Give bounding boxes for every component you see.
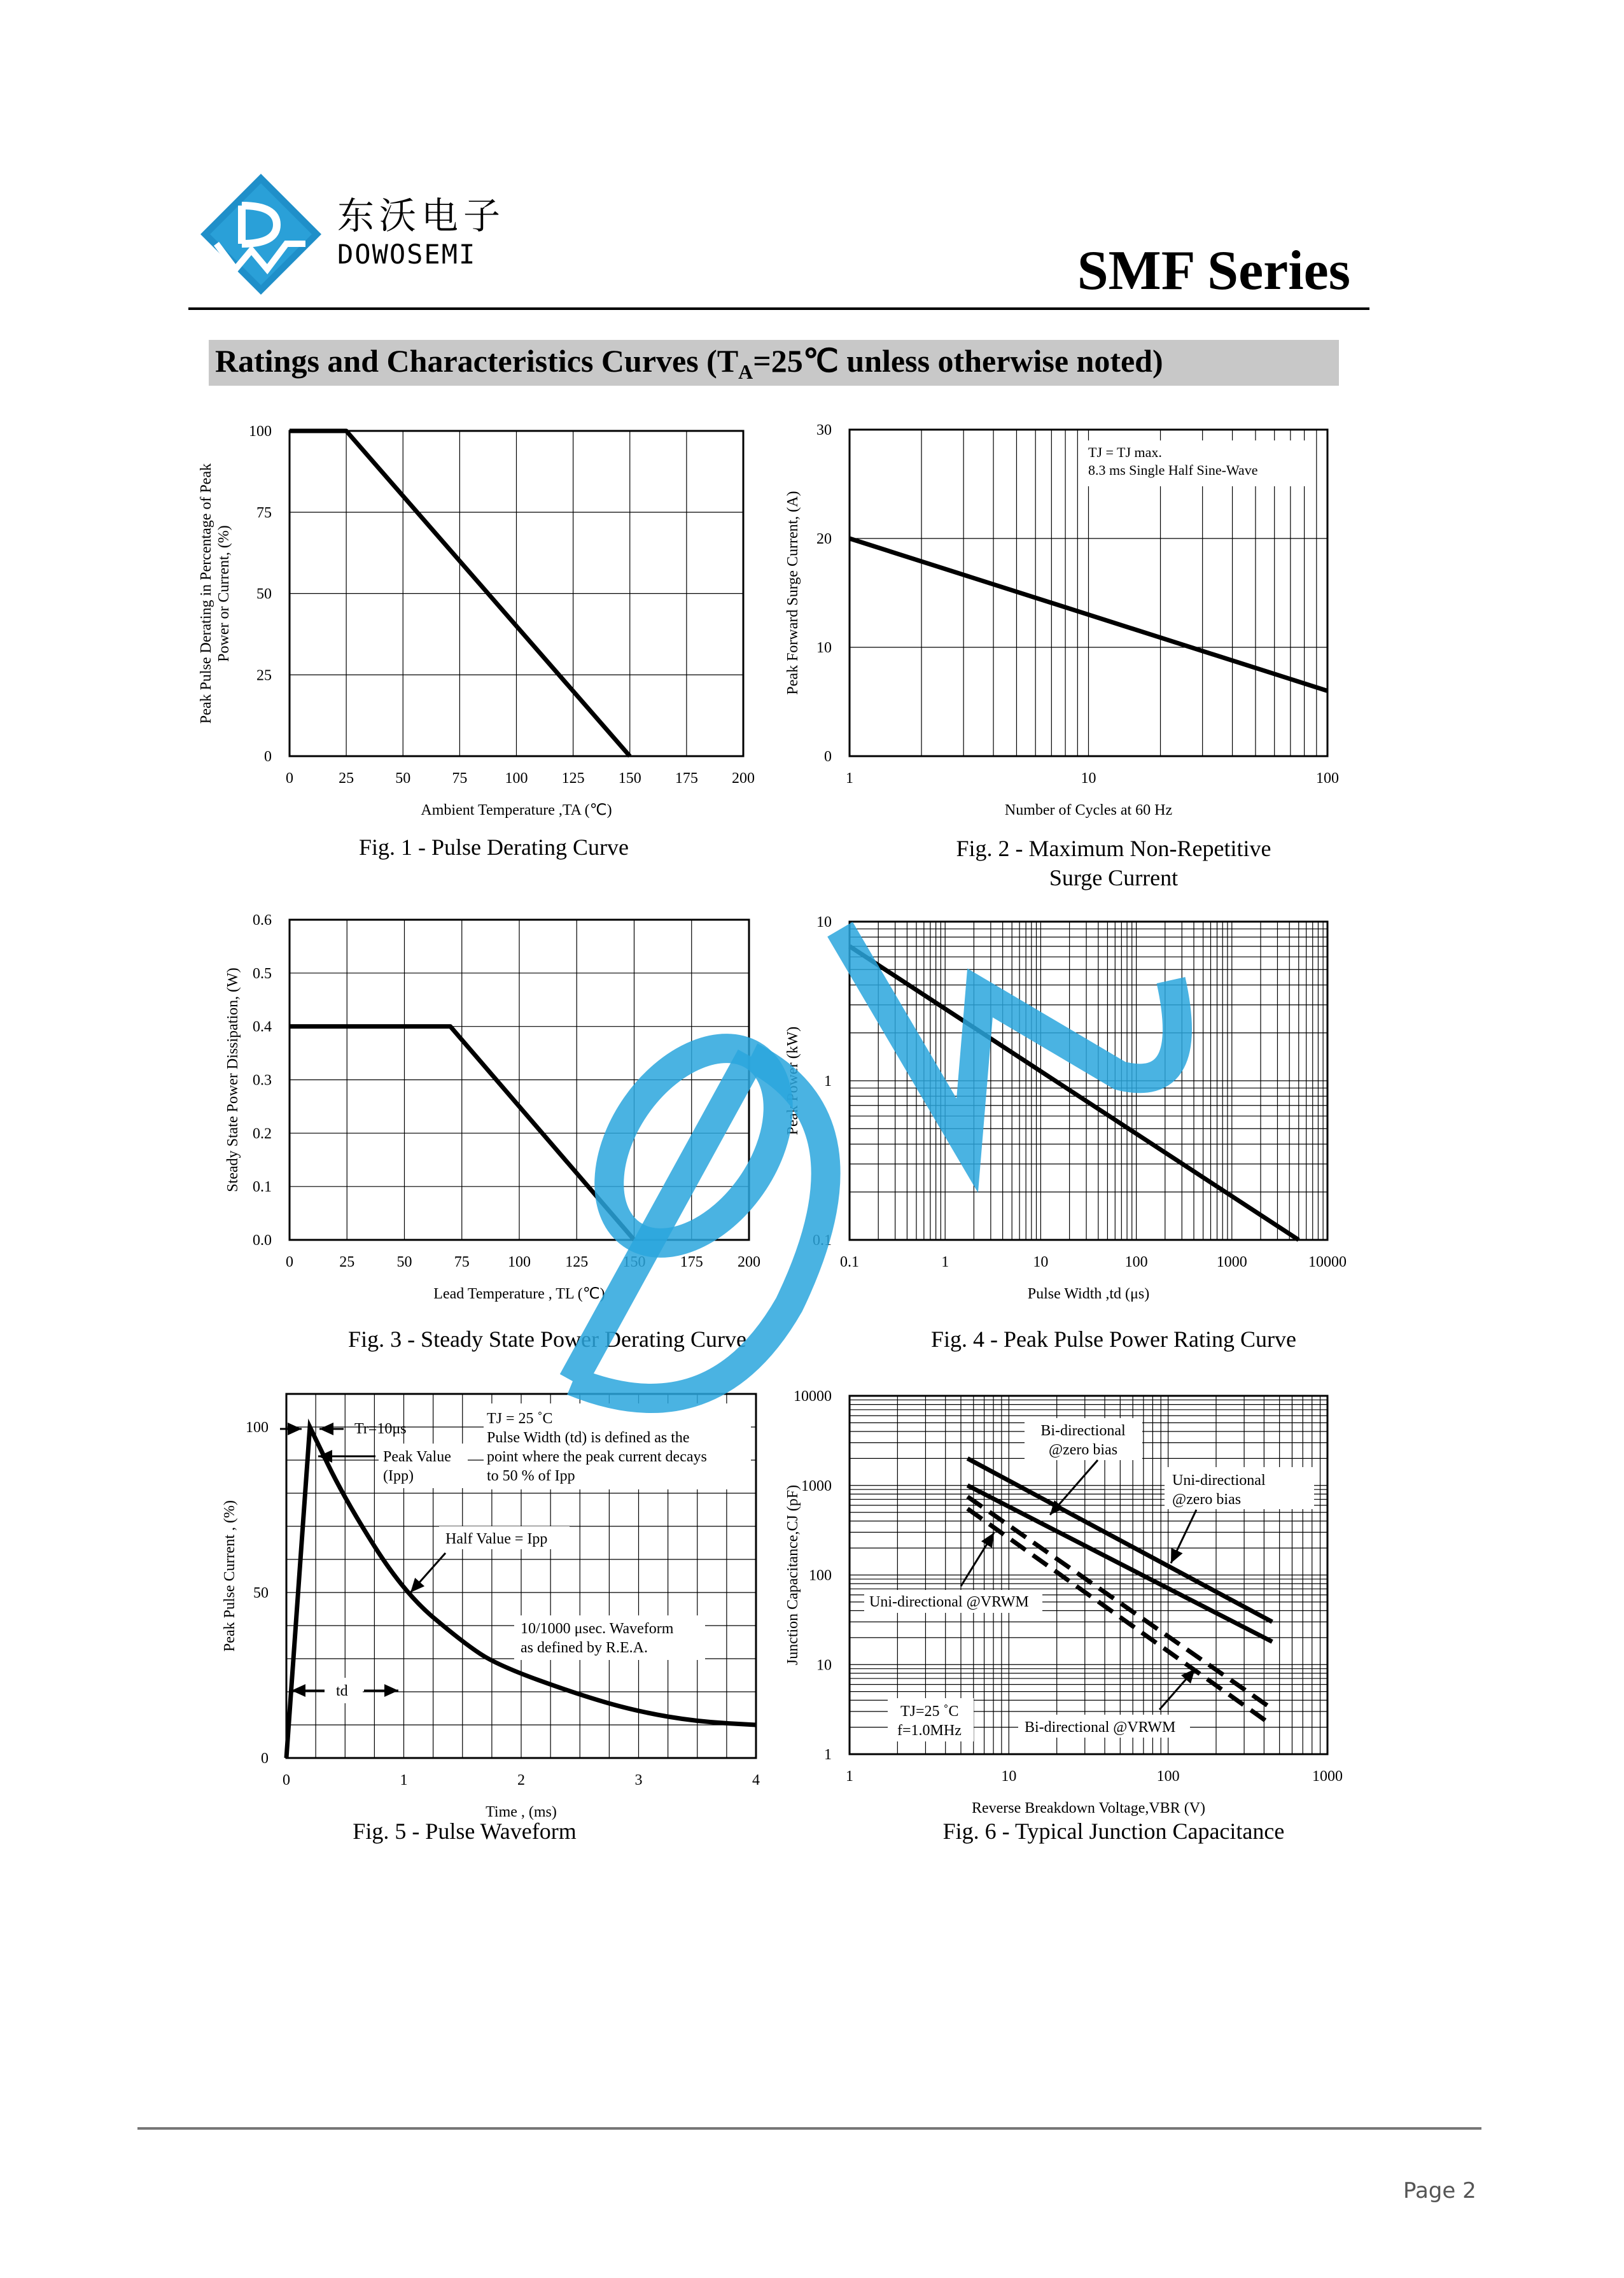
fig2-xtick-label: 100 <box>1316 770 1339 787</box>
fig1-xtick-label: 200 <box>732 770 755 787</box>
footer-rule <box>137 2127 1481 2130</box>
fig5-tj-label: TJ = 25 ˚C <box>487 1410 553 1427</box>
fig1-xtick-label: 100 <box>505 770 528 787</box>
fig2-ytick-label: 20 <box>816 531 832 547</box>
title-suffix: =25℃ unless otherwise noted) <box>753 343 1163 379</box>
company-name-cn: 东沃电子 <box>337 194 506 237</box>
fig6-xtick-label: 10 <box>1001 1768 1017 1785</box>
fig4-ytick-label: 10 <box>816 914 832 931</box>
fig6-ytick-label: 100 <box>809 1567 832 1584</box>
fig5-xlabel: Time , (ms) <box>486 1804 557 1820</box>
fig2-xtick-label: 1 <box>846 770 853 787</box>
caption-fig5: Fig. 5 - Pulse Waveform <box>353 1818 577 1844</box>
fig4-xtick-label: 100 <box>1124 1254 1148 1270</box>
fig1-ytick-label: 50 <box>256 586 272 603</box>
fig4-xtick-label: 1000 <box>1216 1254 1247 1270</box>
fig6-uni-zero-line1: Uni-directional <box>1172 1472 1266 1489</box>
fig6-bi-zero-line2: @zero bias <box>1048 1442 1118 1458</box>
fig6-bi-zero-line1: Bi-directional <box>1040 1423 1126 1439</box>
fig1-xtick-label: 150 <box>618 770 641 787</box>
fig4-series-line <box>850 946 1299 1240</box>
fig1-xtick-label: 75 <box>452 770 468 787</box>
fig4-ylabel: Peak Power (kW) <box>785 1026 801 1135</box>
fig6-ytick-label: 10 <box>816 1657 832 1674</box>
fig3-ytick-label: 0.1 <box>253 1179 272 1196</box>
fig6-xtick-label: 100 <box>1156 1768 1180 1785</box>
fig5-xtick-label: 2 <box>517 1772 525 1789</box>
fig1-xtick-label: 125 <box>561 770 585 787</box>
watermark-text: DOW <box>0 0 2 1</box>
fig6-cond-line1: TJ=25 ˚C <box>900 1703 959 1720</box>
fig2-ytick-label: 0 <box>824 749 832 765</box>
fig1-ytick-label: 100 <box>249 423 272 440</box>
fig3-xlabel: Lead Temperature , TL (℃) <box>433 1286 605 1302</box>
title-prefix: Ratings and Characteristics Curves (T <box>215 343 739 379</box>
fig5-ipp-label: (Ipp) <box>383 1468 414 1484</box>
company-name-en: DOWOSEMI <box>337 239 477 270</box>
fig3-ytick-label: 0.5 <box>253 965 272 982</box>
fig2-annotation-line2: 8.3 ms Single Half Sine-Wave <box>1088 462 1258 478</box>
fig3-ytick-label: 0.6 <box>253 912 272 929</box>
fig5-ytick-label: 100 <box>246 1419 269 1436</box>
fig1-ylabel-line2: Power or Current, (%) <box>216 525 232 662</box>
fig6-uni-vrwm-arrow-head <box>981 1533 994 1548</box>
fig6-xtick-label: 1000 <box>1312 1768 1343 1785</box>
fig6-ytick-label: 10000 <box>794 1388 832 1405</box>
fig5-xtick-label: 1 <box>400 1772 408 1789</box>
fig5-tr-label: Tr=10μs <box>354 1421 407 1437</box>
fig6-cond-line2: f=1.0MHz <box>897 1722 962 1739</box>
fig1-ytick-label: 75 <box>256 504 272 521</box>
fig3-xtick-label: 200 <box>738 1254 760 1270</box>
fig2-xlabel: Number of Cycles at 60 Hz <box>1004 802 1173 819</box>
caption-fig3: Fig. 3 - Steady State Power Derating Curve <box>348 1326 746 1352</box>
fig4-xtick-label: 0.1 <box>840 1254 859 1270</box>
fig2-xtick-label: 10 <box>1081 770 1096 787</box>
fig2-ytick-label: 10 <box>816 640 832 656</box>
fig3-ytick-label: 0.4 <box>253 1018 272 1036</box>
fig3-ytick-label: 0.0 <box>253 1232 272 1249</box>
fig6-ytick-label: 1000 <box>801 1477 832 1494</box>
fig5-xtick-label: 4 <box>752 1772 760 1789</box>
fig5-tr-arrow-left-head <box>288 1423 302 1435</box>
caption-fig2-line2: Surge Current <box>1049 865 1179 890</box>
page-number: Page 2 <box>1403 2178 1476 2204</box>
fig4-ytick-label: 0.1 <box>813 1232 832 1249</box>
fig1-ylabel-line1: Peak Pulse Derating in Percentage of Peak <box>198 463 214 724</box>
fig1-xtick-label: 25 <box>339 770 354 787</box>
fig5-note-line2: point where the peak current decays <box>487 1449 707 1465</box>
fig3-ytick-label: 0.2 <box>253 1125 272 1143</box>
fig5-xtick-label: 3 <box>634 1772 643 1789</box>
fig5-ytick-label: 0 <box>261 1750 269 1767</box>
fig2-annotation-line1: TJ = TJ max. <box>1088 444 1162 460</box>
fig5-xtick-label: 0 <box>283 1772 290 1789</box>
fig5-td-arrow-right-head <box>384 1684 398 1697</box>
fig3-ylabel: Steady State Power Dissipation, (W) <box>225 967 241 1192</box>
fig3-xtick-label: 150 <box>622 1254 646 1270</box>
fig3-xtick-label: 50 <box>396 1254 412 1270</box>
fig3-xtick-label: 25 <box>339 1254 355 1270</box>
fig5-half-label: Half Value = Ipp <box>445 1531 548 1547</box>
fig2-ylabel: Peak Forward Surge Current, (A) <box>785 491 801 695</box>
caption-fig6: Fig. 6 - Typical Junction Capacitance <box>942 1818 1285 1844</box>
fig4-ytick-label: 1 <box>824 1073 832 1090</box>
fig3-xtick-label: 125 <box>565 1254 589 1270</box>
fig1-xtick-label: 175 <box>675 770 698 787</box>
fig3-xtick-label: 75 <box>454 1254 470 1270</box>
fig6-uni-vrwm-label: Uni-directional @VRWM <box>869 1594 1029 1610</box>
fig4-xtick-label: 10 <box>1033 1254 1049 1270</box>
fig4-xtick-label: 1 <box>941 1254 949 1270</box>
fig3-xtick-label: 100 <box>508 1254 531 1270</box>
fig6-ytick-label: 1 <box>824 1747 832 1763</box>
fig5-peak-label: Peak Value <box>383 1449 451 1465</box>
fig4-xtick-label: 10000 <box>1308 1254 1347 1270</box>
title-sub: A <box>738 360 753 383</box>
fig1-xlabel: Ambient Temperature ,TA (℃) <box>421 802 612 819</box>
fig6-bi-vrwm-label: Bi-directional @VRWM <box>1025 1719 1176 1736</box>
fig2-ytick-label: 30 <box>816 422 832 439</box>
fig5-note-line3: to 50 % of Ipp <box>487 1468 575 1484</box>
fig6-uni-zero-line2: @zero bias <box>1172 1491 1242 1508</box>
fig5-waveform-line1: 10/1000 μsec. Waveform <box>521 1621 674 1637</box>
fig5-tr-arrow-right-head <box>319 1423 333 1435</box>
fig3-xtick-label: 0 <box>286 1254 293 1270</box>
fig1-ytick-label: 0 <box>264 749 272 765</box>
series-title: SMF Series <box>1077 240 1350 302</box>
fig5-ytick-label: 50 <box>253 1585 269 1601</box>
fig3-xtick-label: 175 <box>680 1254 703 1270</box>
fig6-ylabel: Junction Capacitance,CJ (pF) <box>785 1484 801 1666</box>
fig5-note-line1: Pulse Width (td) is defined as the <box>487 1430 690 1446</box>
fig4-xlabel: Pulse Width ,td (μs) <box>1027 1286 1150 1302</box>
fig5-ylabel: Peak Pulse Current , (%) <box>221 1500 238 1652</box>
fig1-xtick-label: 0 <box>286 770 293 787</box>
fig6-xtick-label: 1 <box>846 1768 853 1785</box>
fig5-td-label: td <box>336 1683 348 1699</box>
caption-fig2-line1: Fig. 2 - Maximum Non-Repetitive <box>956 836 1271 861</box>
caption-fig1: Fig. 1 - Pulse Derating Curve <box>359 834 629 860</box>
fig1-ytick-label: 25 <box>256 667 272 684</box>
fig1-xtick-label: 50 <box>395 770 411 787</box>
fig5-waveform-line2: as defined by R.E.A. <box>521 1640 648 1656</box>
fig3-ytick-label: 0.3 <box>253 1072 272 1089</box>
fig6-xlabel: Reverse Breakdown Voltage,VBR (V) <box>971 1800 1206 1817</box>
caption-fig4: Fig. 4 - Peak Pulse Power Rating Curve <box>931 1326 1296 1352</box>
